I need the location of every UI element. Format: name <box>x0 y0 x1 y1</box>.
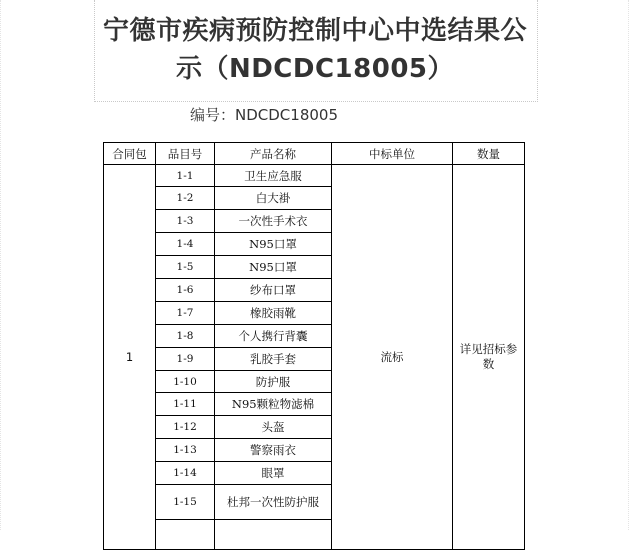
header-winner: 中标单位 <box>332 143 453 165</box>
table-header-row <box>104 143 525 165</box>
product-name-cell: N95口罩 <box>215 256 332 279</box>
item-number-cell: 1-8 <box>156 325 215 348</box>
item-number-cell: 1-12 <box>156 416 215 439</box>
item-number-cell: 1-10 <box>156 371 215 393</box>
package-cell: 1 <box>104 165 156 550</box>
product-name-cell: 个人携行背囊 <box>215 325 332 348</box>
item-number-cell <box>156 520 215 550</box>
product-name-cell: 警察雨衣 <box>215 439 332 462</box>
product-name-cell: 杜邦一次性防护服 <box>215 485 332 520</box>
item-number-cell: 1-1 <box>156 165 215 187</box>
item-number-cell: 1-5 <box>156 256 215 279</box>
header-quantity: 数量 <box>453 143 525 165</box>
document-code-label: 编号： <box>190 106 236 124</box>
header-product-name: 产品名称 <box>215 143 332 165</box>
header-item-no: 品目号 <box>156 143 215 165</box>
product-name-cell: 眼罩 <box>215 462 332 485</box>
table-body <box>104 165 525 550</box>
result-table <box>103 142 525 550</box>
document-code-value: NDCDC18005 <box>235 106 339 124</box>
winner-cell: 流标 <box>332 165 453 550</box>
margin-guide-right <box>537 0 538 102</box>
item-number-cell: 1-3 <box>156 210 215 233</box>
item-number-cell: 1-6 <box>156 279 215 302</box>
product-name-cell: 卫生应急服 <box>215 165 332 187</box>
item-number-cell: 1-2 <box>156 187 215 210</box>
item-number-cell: 1-7 <box>156 302 215 325</box>
product-name-cell: 纱布口罩 <box>215 279 332 302</box>
item-number-cell: 1-14 <box>156 462 215 485</box>
page-edge-left <box>0 0 7 530</box>
item-number-cell: 1-4 <box>156 233 215 256</box>
product-name-cell: 乳胶手套 <box>215 348 332 371</box>
quantity-cell: 详见招标参数 <box>453 165 525 550</box>
product-name-cell <box>215 520 332 550</box>
product-name-cell: N95颗粒物滤棉 <box>215 393 332 416</box>
product-name-cell: 白大褂 <box>215 187 332 210</box>
product-name-cell: 头盔 <box>215 416 332 439</box>
product-name-cell: 橡胶雨靴 <box>215 302 332 325</box>
item-number-cell: 1-13 <box>156 439 215 462</box>
item-number-cell: 1-11 <box>156 393 215 416</box>
header-package: 合同包 <box>104 143 156 165</box>
product-name-cell: N95口罩 <box>215 233 332 256</box>
item-number-cell: 1-9 <box>156 348 215 371</box>
product-name-cell: 防护服 <box>215 371 332 393</box>
margin-guide-bottom <box>94 101 538 102</box>
product-name-cell: 一次性手术衣 <box>215 210 332 233</box>
document-code <box>190 104 338 125</box>
item-number-cell: 1-15 <box>156 485 215 520</box>
table-row <box>104 165 525 187</box>
document-title: 宁德市疾病预防控制中心中选结果公示（NDCDC18005） <box>102 16 527 84</box>
margin-guide-left <box>94 0 95 102</box>
